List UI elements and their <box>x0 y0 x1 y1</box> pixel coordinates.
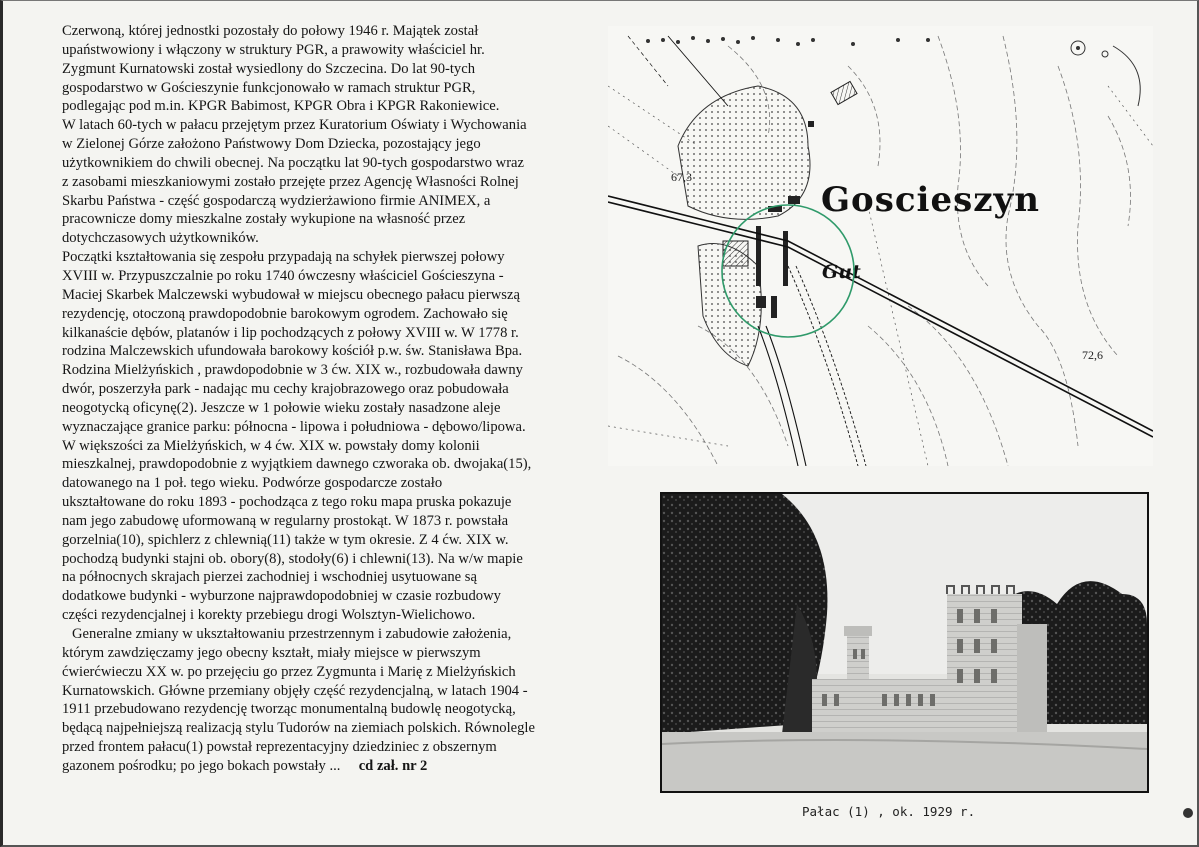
text-line: kilkanaście dębów, platanów i lip pochodzących z połowy XVIII w. W 1778 r. <box>62 324 519 341</box>
text-line: Skarbu Państwa - część gospodarczą wydzierżawiono firmie ANIMEX, a <box>62 192 491 209</box>
text-line: Generalne zmiany w ukształtowaniu przestrzennym i zabudowie założenia, <box>72 626 512 642</box>
text-line: w Zielonej Górze założono Państwowy Dom Dziecka, pozostający jego <box>62 136 481 153</box>
elevation-label: 72,6 <box>1082 348 1103 362</box>
map-title: Goscieszyn <box>821 180 1041 220</box>
text-line: którym zawdzięczamy jego obecny kształt, miały miejsce w pierwszym <box>62 644 481 661</box>
text-line: przed frontem pałacu(1) powstał reprezentacyjny dziedziniec z obszernym <box>62 739 497 756</box>
palace-photo <box>660 492 1149 793</box>
text-line: gospodarstwo w Gościeszynie funkcjonowało w ramach struktur PGR, <box>62 79 476 96</box>
text-line: pochodzą budynki stajni ob. obory(8), stodoły(6) i chlewni(13). Na w/w mapie <box>62 550 523 567</box>
text-line: z zasobami mieszkaniowymi zostało przejęte przez Agencję Własności Rolnej <box>62 173 519 190</box>
map-drawing <box>608 26 1153 466</box>
text-line-last <box>62 757 597 776</box>
text-line: Maciej Skarbek Malczewski wybudował w miejscu obecnego pałacu pierwszą <box>62 286 520 303</box>
text-line: neogotycką oficynę(2). Jeszcze w 1 połowie wieku zostały nasadzone aleje <box>62 399 501 416</box>
text-line: upaństwowiony i włączony w struktury PGR, a prawowity właściciel hr. <box>62 41 485 58</box>
photo-drawing <box>662 494 1147 791</box>
text-line: użytkownikiem do chwili obecnej. Na początku lat 90-tych gospodarstwo wraz <box>62 154 525 171</box>
text-line: pracownicze domy mieszkalne zostały wykupione na własność przez <box>62 211 466 228</box>
text-line: Kurnatowskich. Główne przemiany objęły część rezydencjalną, w latach 1904 - <box>62 682 528 699</box>
text-line: gorzelnia(10), spichlerz z chlewnią(11) także w tym okresie. Z 4 ćw. XIX w. <box>62 531 509 548</box>
text-line: wyznaczające granice parku: północna - lipowa i południowa - dębowo/lipowa. <box>62 418 526 435</box>
text-line: mieszkalnej, prawdopodobnie z wyjątkiem dawnego czworaka ob. dwojaka(15), <box>62 456 532 473</box>
text-line: dodatkowe budynki - wyburzone najprawdopodobniej w czasie rozbudowy <box>62 588 501 605</box>
photo-caption: Pałac (1) , ok. 1929 r. <box>802 804 976 819</box>
text-line: XVIII w. Przypuszczalnie po roku 1740 ówczesny właściciel Gościeszyna - <box>62 267 504 284</box>
text-line: podlegając pod m.in. KPGR Babimost, KPGR Obra i KPGR Rakoniewice. <box>62 98 500 115</box>
text-line: części rezydencjalnej i korekty przebiegu drogi Wolsztyn-Wielichowo. <box>62 607 476 624</box>
text-line: ćwierćwieczu XX w. po przejęciu go przez Zygmunta i Marię z Mielżyńskich <box>62 663 516 680</box>
text-line: będącą najpełniejszą realizacją stylu Tudorów na ziemiach polskich. Równolegle <box>62 720 535 737</box>
text-line: ukształtowane do roku 1893 - pochodząca z tego roku mapa pruska pokazuje <box>62 494 512 511</box>
text-line: datowanego na 1 poł. tego wieku. Podwórze gospodarcze zostało <box>62 475 443 492</box>
text-line-end: gazonem pośrodku; po jego bokach powstały ... <box>62 757 341 774</box>
text-line: Początki kształtowania się zespołu przypadają na schyłek pierwszej połowy <box>62 249 505 266</box>
text-line: nam jego zabudowę uformowaną w regularny prostokąt. W 1873 r. powstała <box>62 512 509 529</box>
text-line: dwór, poszerzyła park - nadając mu cechy krajobrazowego oraz pobudowała <box>62 381 509 398</box>
elevation-label: 67,3 <box>671 170 692 184</box>
text-line: Rodzina Mielżyńskich , prawdopodobnie w 3 ćw. XIX w., rozbudowała dawny <box>62 362 523 379</box>
text-line: na północnych skrajach pierzei zachodniej i wschodniej usytuowane są <box>62 569 477 586</box>
continuation-note: cd zał. nr 2 <box>358 757 428 774</box>
historic-map <box>608 26 1153 466</box>
text-line: rodzina Malczewskich ufundowała barokowy kościół p.w. św. Stanisława Bpa. <box>62 343 523 360</box>
text-line: Czerwoną, której jednostki pozostały do połowy 1946 r. Majątek został <box>62 23 479 39</box>
text-line: dotychczasowych użytkowników. <box>62 230 259 247</box>
map-label-gut: Gut <box>822 261 861 283</box>
text-line: 1911 przebudowano rezydencję tworząc monumentalną budowlę neogotycką, <box>62 701 516 718</box>
body-text <box>62 22 597 776</box>
text-line: rezydencję, otoczoną prawdopodobnie barokowym ogrodem. Zachowało się <box>62 305 508 322</box>
scan-mark <box>1183 808 1193 818</box>
text-line: Zygmunt Kurnatowski został wysiedlony do Szczecina. Do lat 90-tych <box>62 60 475 77</box>
text-line: W latach 60-tych w pałacu przejętym przez Kuratorium Oświaty i Wychowania <box>62 117 527 134</box>
text-line: W większości za Mielżyńskich, w 4 ćw. XIX w. powstały domy kolonii <box>62 437 480 454</box>
